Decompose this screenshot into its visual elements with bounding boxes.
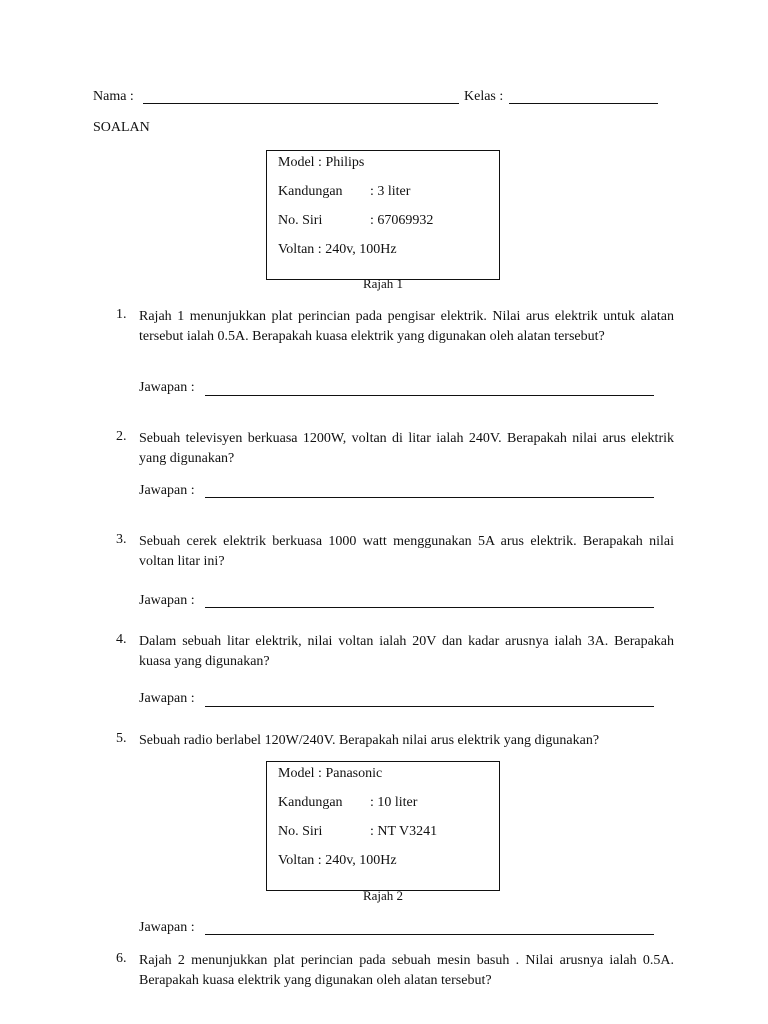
plate-voltage: Voltan : 240v, 100Hz: [278, 242, 397, 257]
question-number: 2.: [116, 429, 127, 444]
figure-caption-1: Rajah 1: [362, 276, 404, 291]
plate-capacity-value: : 3 liter: [370, 184, 411, 199]
question-text: Sebuah televisyen berkuasa 1200W, voltan di litar ialah 240V. Berapakah nilai arus elektrik yang digunakan?: [139, 431, 674, 466]
question-text: Sebuah cerek elektrik berkuasa 1000 watt menggunakan 5A arus elektrik. Berapakah nilai voltan litar ini?: [139, 534, 674, 569]
answer-field[interactable]: [205, 706, 654, 707]
answer-field[interactable]: [205, 934, 654, 935]
plate-model: Model : Panasonic: [278, 766, 383, 781]
question-number: 3.: [116, 532, 127, 547]
plate-voltage: Voltan : 240v, 100Hz: [278, 853, 397, 868]
plate-capacity-label: Kandungan: [278, 795, 343, 810]
plate-serial-label: No. Siri: [278, 824, 323, 839]
question-number: 5.: [116, 731, 127, 746]
answer-label: Jawapan :: [139, 483, 195, 498]
answer-label: Jawapan :: [139, 380, 195, 395]
plate-serial-value: : 67069932: [370, 213, 434, 228]
answer-field[interactable]: [205, 607, 654, 608]
question-number: 4.: [116, 632, 127, 647]
plate-model: Model : Philips: [278, 155, 365, 170]
class-label: Kelas :: [464, 89, 504, 104]
spec-plate-1: [266, 150, 500, 280]
spec-plate-2: [266, 761, 500, 891]
figure-caption-2: Rajah 2: [362, 888, 404, 903]
question-text: Rajah 2 menunjukkan plat perincian pada sebuah mesin basuh . Nilai arusnya ialah 0.5A. Berapakah kuasa elektrik yang digunakan oleh alatan tersebut?: [139, 953, 674, 988]
answer-field[interactable]: [205, 497, 654, 498]
question-text: Dalam sebuah litar elektrik, nilai voltan ialah 20V dan kadar arusnya ialah 3A. Berapakah kuasa yang digunakan?: [139, 634, 674, 669]
plate-capacity-value: : 10 liter: [370, 795, 418, 810]
answer-label: Jawapan :: [139, 920, 195, 935]
name-field[interactable]: [143, 103, 459, 104]
question-number: 1.: [116, 307, 127, 322]
question-text: Rajah 1 menunjukkan plat perincian pada pengisar elektrik. Nilai arus elektrik untuk alatan tersebut ialah 0.5A. Berapakah kuasa elektrik yang digunakan oleh alatan tersebut?: [139, 309, 674, 344]
name-label: Nama :: [93, 89, 134, 104]
plate-serial-label: No. Siri: [278, 213, 323, 228]
plate-capacity-label: Kandungan: [278, 184, 343, 199]
section-title: SOALAN: [93, 120, 150, 135]
class-field[interactable]: [509, 103, 658, 104]
question-text: Sebuah radio berlabel 120W/240V. Berapakah nilai arus elektrik yang digunakan?: [139, 733, 600, 748]
answer-field[interactable]: [205, 395, 654, 396]
plate-serial-value: : NT V3241: [370, 824, 438, 839]
question-number: 6.: [116, 951, 127, 966]
answer-label: Jawapan :: [139, 593, 195, 608]
answer-label: Jawapan :: [139, 691, 195, 706]
